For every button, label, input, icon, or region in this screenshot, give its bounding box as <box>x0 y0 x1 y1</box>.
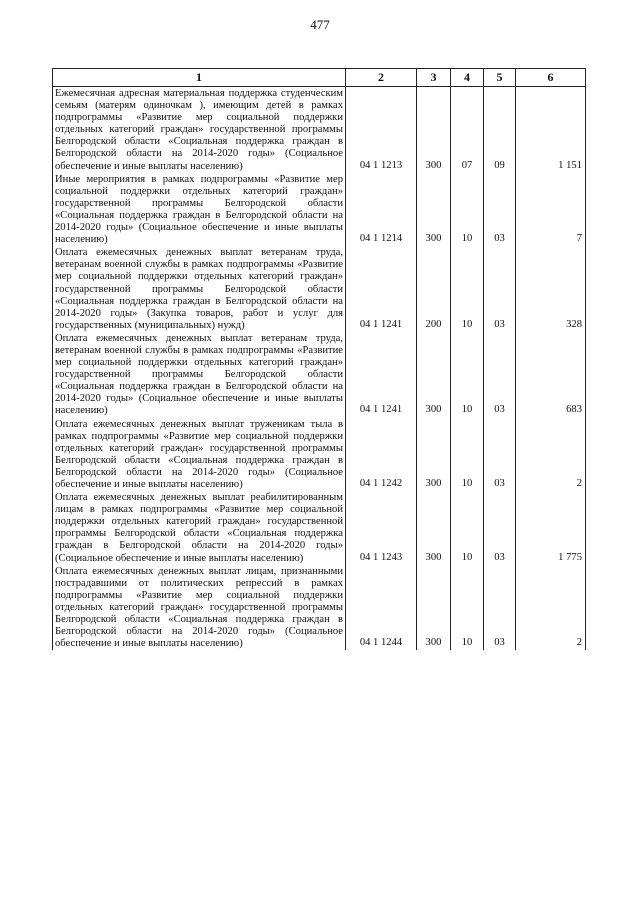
row-expense-type: 300 <box>417 173 451 247</box>
row-subsection: 03 <box>484 332 516 418</box>
row-section: 10 <box>451 173 484 247</box>
row-description: Оплата ежемесячных денежных выплат реабилитированным лицам в рамках подпрограммы «Развитие мер социальной поддержки отдельных категорий граждан» государственной программы Белгородской области «Социальная поддержка граждан в Белгородской области на 2014-2020 годы» (Социальное обеспечение и иные выплаты населению) <box>53 491 346 565</box>
row-section: 10 <box>451 246 484 332</box>
row-expense-type: 300 <box>417 332 451 418</box>
row-description: Иные мероприятия в рамках подпрограммы «Развитие мер социальной поддержки отдельных категорий граждан» государственной программы Белгородской области «Социальная поддержка граждан в Белгородской области на 2014-2020 годы» (Социальное обеспечение и иные выплаты населению) <box>53 173 346 247</box>
row-expense-type: 300 <box>417 565 451 651</box>
column-header-1: 1 <box>53 69 346 87</box>
row-expense-type: 300 <box>417 418 451 492</box>
row-code: 04 1 1242 <box>346 418 417 492</box>
row-subsection: 03 <box>484 491 516 565</box>
page-number: 477 <box>310 17 330 32</box>
row-subsection: 03 <box>484 418 516 492</box>
row-description: Оплата ежемесячных денежных выплат труженикам тыла в рамках подпрограммы «Развитие мер социальной поддержки отдельных категорий граждан» государственной программы Белгородской области «Социальная поддержка граждан в Белгородской области на 2014-2020 годы» (Социальное обеспечение и иные выплаты населению) <box>53 418 346 492</box>
row-code: 04 1 1241 <box>346 246 417 332</box>
row-amount: 1 775 <box>516 491 586 565</box>
column-header-4: 4 <box>451 69 484 87</box>
table-header-row <box>53 69 586 87</box>
row-amount: 2 <box>516 418 586 492</box>
row-section: 07 <box>451 87 484 173</box>
row-description: Оплата ежемесячных денежных выплат лицам, признанными пострадавшими от политических репрессий в рамках подпрограммы «Развитие мер социальной поддержки отдельных категорий граждан» государственной программы Белгородской области «Социальная поддержка граждан в Белгородской области на 2014-2020 годы» (Социальное обеспечение и иные выплаты населению) <box>53 565 346 651</box>
column-header-2: 2 <box>346 69 417 87</box>
row-section: 10 <box>451 565 484 651</box>
table-row <box>53 173 586 247</box>
row-expense-type: 300 <box>417 491 451 565</box>
table-row <box>53 332 586 418</box>
row-subsection: 03 <box>484 173 516 247</box>
row-code: 04 1 1213 <box>346 87 417 173</box>
table-row <box>53 565 586 651</box>
column-header-6: 6 <box>516 69 586 87</box>
table-row <box>53 246 586 332</box>
row-section: 10 <box>451 332 484 418</box>
row-code: 04 1 1244 <box>346 565 417 651</box>
row-description: Оплата ежемесячных денежных выплат ветеранам труда, ветеранам военной службы в рамках подпрограммы «Развитие мер социальной поддержки отдельных категорий граждан» государственной программы Белгородской области «Социальная поддержка граждан в Белгородской области на 2014-2020 годы» (Закупка товаров, работ и услуг для государственных (муниципальных) нужд) <box>53 246 346 332</box>
row-subsection: 09 <box>484 87 516 173</box>
row-code: 04 1 1243 <box>346 491 417 565</box>
table-row <box>53 87 586 173</box>
budget-table <box>52 68 586 650</box>
row-code: 04 1 1214 <box>346 173 417 247</box>
row-description: Оплата ежемесячных денежных выплат ветеранам труда, ветеранам военной службы в рамках подпрограммы «Развитие мер социальной поддержки отдельных категорий граждан» государственной программы Белгородской области «Социальная поддержка граждан в Белгородской области на 2014-2020 годы» (Социальное обеспечение и иные выплаты населению) <box>53 332 346 418</box>
row-code: 04 1 1241 <box>346 332 417 418</box>
row-amount: 7 <box>516 173 586 247</box>
table-row <box>53 491 586 565</box>
row-amount: 683 <box>516 332 586 418</box>
row-section: 10 <box>451 491 484 565</box>
column-header-3: 3 <box>417 69 451 87</box>
row-subsection: 03 <box>484 246 516 332</box>
row-expense-type: 200 <box>417 246 451 332</box>
table-row <box>53 418 586 492</box>
row-expense-type: 300 <box>417 87 451 173</box>
row-subsection: 03 <box>484 565 516 651</box>
column-header-5: 5 <box>484 69 516 87</box>
row-amount: 1 151 <box>516 87 586 173</box>
row-amount: 328 <box>516 246 586 332</box>
row-section: 10 <box>451 418 484 492</box>
row-description: Ежемесячная адресная материальная поддержка студенческим семьям (матерям одиночкам ), имеющим детей в рамках подпрограммы «Развитие мер социальной поддержки отдельных категорий граждан» государственной программы Белгородской области «Социальная поддержка граждан в Белгородской области на 2014-2020 годы» (Социальное обеспечение и иные выплаты населению) <box>53 87 346 173</box>
row-amount: 2 <box>516 565 586 651</box>
